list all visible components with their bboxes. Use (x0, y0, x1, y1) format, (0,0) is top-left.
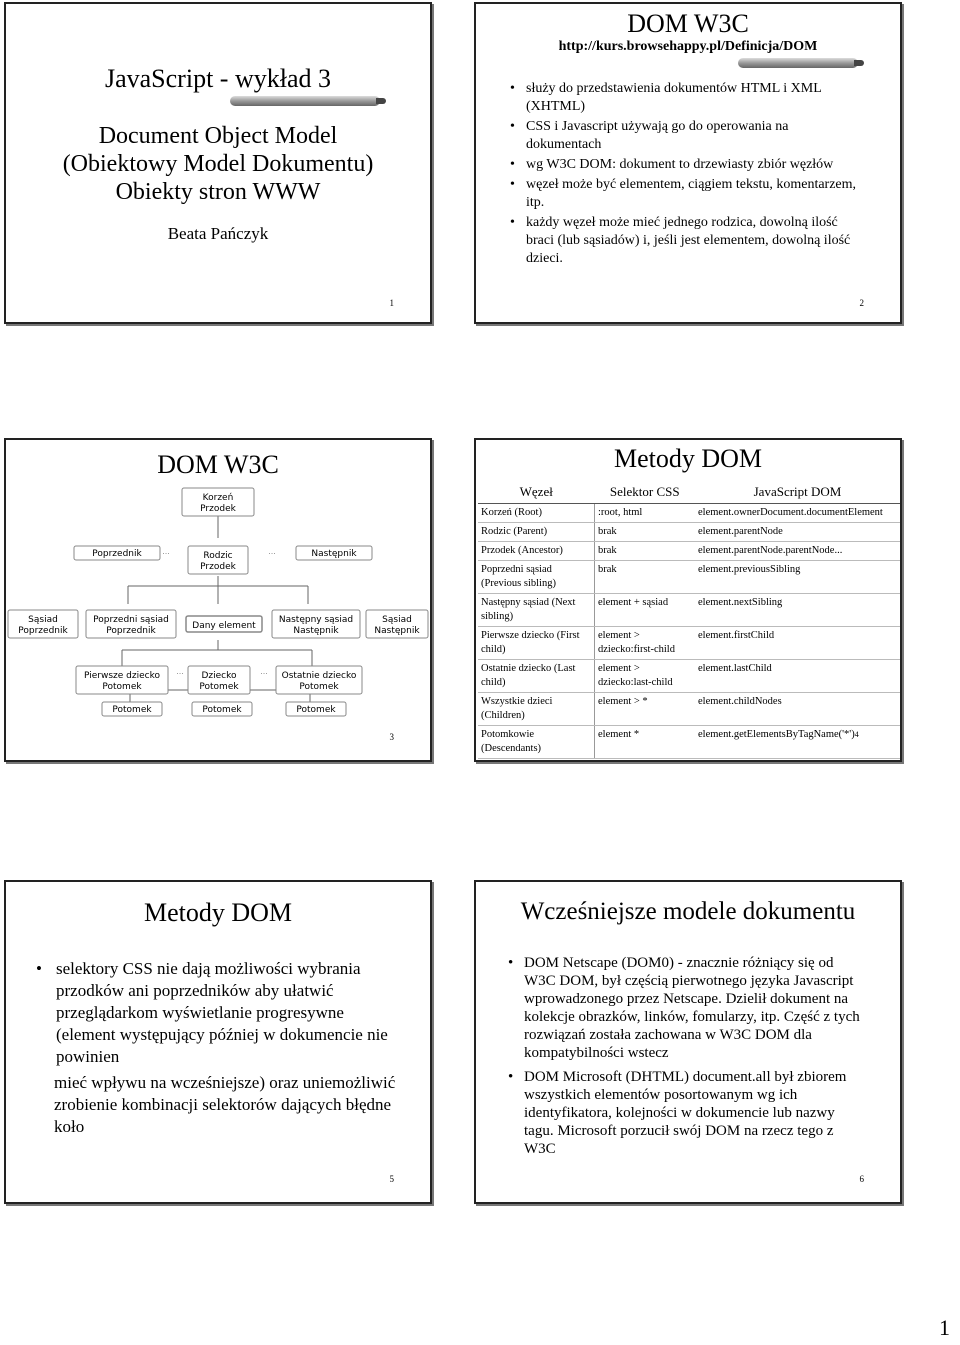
slide-5 (4, 880, 432, 1204)
slide-number: 4 (854, 730, 859, 739)
tree-node-dziecko: Dziecko (201, 671, 237, 681)
table-row (478, 504, 900, 523)
bullet-list (504, 80, 862, 270)
subtitle-line: Document Object Model (98, 123, 338, 149)
tree-node-dany-element: Dany element (192, 621, 256, 631)
slide-number: 3 (389, 732, 394, 742)
table-row (478, 726, 900, 759)
table-row (478, 561, 900, 594)
table-cell: brak (595, 542, 696, 561)
table-cell: brak (595, 561, 696, 594)
slide-number: 2 (859, 298, 864, 308)
tree-node-ostatnie-dziecko-sub: Potomek (299, 682, 339, 692)
table-cell: element.parentNode (695, 523, 900, 542)
table-cell: element + sąsiad (595, 594, 696, 627)
slide-5-body (36, 958, 400, 1138)
subtitle-line: (Obiektowy Model Dokumentu) (62, 151, 374, 177)
tree-node-rodzic: Rodzic (203, 551, 233, 561)
tree-node-korzen-sub: Przodek (200, 504, 236, 514)
table-cell: Przodek (Ancestor) (478, 542, 595, 561)
table-cell: element > dziecko:first-child (595, 627, 696, 660)
list-item: • DOM Microsoft (DHTML) document.all był zbiorem wszystkich elementów posortowanym wg ich identyfikatora, kolejności w dokumencie lub nazwy tagu. Microsoft porzucił swój DOM na rzecz tego z W3C (502, 1068, 860, 1158)
dom-tree-diagram (6, 480, 430, 760)
column-header: Selektor CSS (595, 482, 696, 504)
slide-1-subtitle (6, 122, 430, 206)
page-number: 1 (939, 1315, 950, 1340)
table-cell: element.previousSibling (695, 561, 900, 594)
table-cell: Pierwsze dziecko (First child) (478, 627, 595, 660)
table-row (478, 542, 900, 561)
table-cell-text: element.getElementsByTagName('*') (698, 729, 855, 740)
slide-2-title: DOM W3C (627, 9, 749, 38)
list-item: • DOM Netscape (DOM0) - znacznie różniący się od W3C DOM, był częścią pierwotnego języka Javascript wprowadzonego przez Netscape. Dzielił dokument na kolekcje obrazków, linków, fomularzy, itp. Część z tych rozwiązań została zachowana w W3C DOM dla kompatybilności wstecz (502, 954, 860, 1062)
slide-4 (474, 438, 902, 762)
table-row (478, 523, 900, 542)
tree-node-sasiad-left: Sąsiad (28, 615, 58, 625)
slide-number: 5 (389, 1174, 394, 1184)
table-cell: Ostatnie dziecko (Last child) (478, 660, 595, 693)
slide-5-title: Metody DOM (143, 898, 293, 927)
bullet-list (502, 954, 860, 1164)
slide-number: 6 (859, 1174, 864, 1184)
tree-ellipsis: ... (162, 547, 170, 556)
list-item: • wg W3C DOM: dokument to drzewiasty zbiór węzłów (504, 156, 862, 174)
tree-node-nastepnik: Następnik (311, 549, 357, 559)
slide-3-title: DOM W3C (157, 450, 279, 479)
table-cell: element.firstChild (695, 627, 900, 660)
tree-node-ostatnie-dziecko: Ostatnie dziecko (281, 671, 357, 681)
table-row (478, 693, 900, 726)
table-cell: Potomkowie (Descendants) (478, 726, 595, 759)
table-cell: :root, html (595, 504, 696, 523)
paragraph: • selektory CSS nie dają możliwości wybrania przodków ani poprzedników aby ułatwić przeglądarkom wyświetlanie progresywne (element występujący później w dokumencie nie powinien (36, 958, 400, 1068)
slide-6 (474, 880, 902, 1204)
table-cell: element.ownerDocument.documentElement (695, 504, 900, 523)
table-row (478, 660, 900, 693)
column-header: JavaScript DOM (695, 482, 900, 504)
tree-ellipsis: ... (260, 667, 268, 676)
tree-node-sasiad-left-sub: Poprzednik (18, 626, 68, 636)
slide-2 (474, 2, 902, 324)
table-cell (695, 726, 900, 759)
list-item: • węzeł może być elementem, ciągiem tekstu, komentarzem, itp. (504, 176, 862, 212)
tree-node-pierwsze-dziecko-sub: Potomek (102, 682, 142, 692)
dom-methods-table (478, 482, 900, 759)
column-header: Węzeł (478, 482, 595, 504)
tree-node-potomek-1: Potomek (112, 705, 152, 715)
tree-node-korzen: Korzeń (202, 493, 234, 503)
author: Beata Pańczyk (167, 224, 269, 243)
tree-node-sasiad-right-sub: Następnik (374, 626, 420, 636)
slide-4-title: Metody DOM (613, 444, 763, 473)
table-cell: Następny sąsiad (Next sibling) (478, 594, 595, 627)
table-cell: Rodzic (Parent) (478, 523, 595, 542)
tree-node-poprzednik: Poprzednik (92, 549, 142, 559)
subtitle-line: Obiekty stron WWW (115, 179, 321, 205)
paragraph: mieć wpływu na wcześniejsze) oraz uniemożliwić zrobienie kombinacji selektorów dających błędne koło (54, 1073, 396, 1136)
tree-node-poprzedni-sasiad: Poprzedni sąsiad (93, 615, 169, 625)
tree-node-potomek-3: Potomek (296, 705, 336, 715)
tree-node-nastepny-sasiad-sub: Następnik (293, 626, 339, 636)
tree-ellipsis: ... (176, 667, 184, 676)
tree-node-rodzic-sub: Przodek (200, 562, 236, 572)
table-header-row (478, 482, 900, 504)
table-row (478, 594, 900, 627)
list-item: • służy do przedstawienia dokumentów HTML i XML (XHTML) (504, 80, 862, 116)
table-cell: element > dziecko:last-child (595, 660, 696, 693)
tree-node-dziecko-sub: Potomek (199, 682, 239, 692)
table-cell: element.childNodes (695, 693, 900, 726)
source-url: http://kurs.browsehappy.pl/Definicja/DOM (558, 39, 818, 54)
slide-3 (4, 438, 432, 762)
table-cell: Poprzedni sąsiad (Previous sibling) (478, 561, 595, 594)
tree-node-potomek-2: Potomek (202, 705, 242, 715)
pen-decoration-icon (230, 96, 380, 106)
table-cell: element * (595, 726, 696, 759)
slide-6-title: Wcześniejsze modele dokumentu (520, 898, 856, 925)
slide-1-title: JavaScript - wykład 3 (104, 64, 331, 93)
table-cell: element.lastChild (695, 660, 900, 693)
tree-node-nastepny-sasiad: Następny sąsiad (278, 615, 354, 625)
tree-ellipsis: ... (268, 547, 276, 556)
table-cell: element.parentNode.parentNode... (695, 542, 900, 561)
table-cell: element > * (595, 693, 696, 726)
table-cell: Korzeń (Root) (478, 504, 595, 523)
tree-node-poprzedni-sasiad-sub: Poprzednik (106, 626, 156, 636)
list-item: • każdy węzeł może mieć jednego rodzica, dowolną ilość braci (lub sąsiadów) i, jeśli jest elementem, dowolną ilość dzieci. (504, 214, 862, 268)
slide-1 (4, 2, 432, 324)
tree-node-pierwsze-dziecko: Pierwsze dziecko (84, 671, 160, 681)
table-row (478, 627, 900, 660)
table-cell: Wszystkie dzieci (Children) (478, 693, 595, 726)
table-cell: brak (595, 523, 696, 542)
pen-decoration-icon (738, 58, 858, 68)
list-item: • CSS i Javascript używają go do operowania na dokumentach (504, 118, 862, 154)
table-cell: element.nextSibling (695, 594, 900, 627)
slide-number: 1 (389, 298, 394, 308)
tree-node-sasiad-right: Sąsiad (382, 615, 412, 625)
